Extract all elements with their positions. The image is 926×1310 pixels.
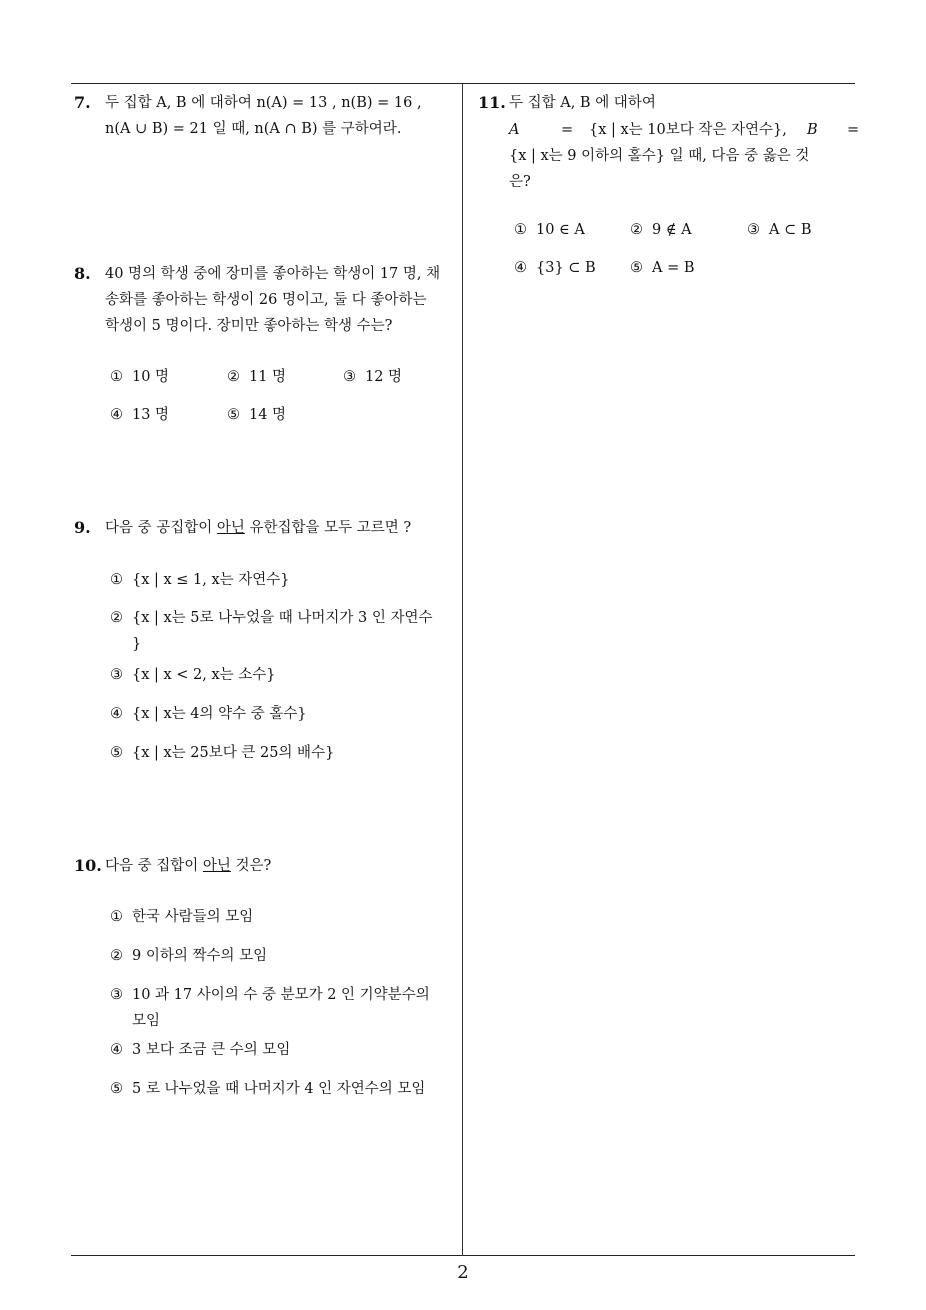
q10-number: 10. bbox=[74, 856, 102, 875]
q7-number: 7. bbox=[74, 93, 91, 112]
q10-choice-1[interactable]: ① 한국 사람들의 모임 bbox=[110, 909, 254, 925]
q10-choice-3-cont: 모임 bbox=[132, 1013, 161, 1029]
q11-text-line3: {x | x는 9 이하의 홀수} 일 때, 다음 중 옳은 것 bbox=[509, 148, 810, 164]
q8-number: 8. bbox=[74, 264, 91, 283]
q8-text-line1: 40 명의 학생 중에 장미를 좋아하는 학생이 17 명, 채 bbox=[105, 266, 441, 282]
q10-choice-4[interactable]: ④ 3 보다 조금 큰 수의 모임 bbox=[110, 1042, 291, 1058]
q10-underlined-word: 아닌 bbox=[202, 858, 231, 874]
column-divider bbox=[462, 84, 463, 1256]
q11-number: 11. bbox=[478, 93, 506, 112]
q11-choice-3[interactable]: ③ A ⊂ B bbox=[747, 222, 812, 238]
q7-text-line1: 두 집합 A, B 에 대하여 n(A) = 13 , n(B) = 16 , bbox=[105, 95, 422, 111]
q7-text-line2: n(A ∪ B) = 21 일 때, n(A ∩ B) 를 구하여라. bbox=[105, 121, 402, 137]
q8-choice-2[interactable]: ② 11 명 bbox=[227, 369, 287, 385]
q9-text: 다음 중 공집합이 아닌 유한집합을 모두 고르면 ? bbox=[105, 520, 412, 536]
q9-choice-5[interactable]: ⑤ {x | x는 25보다 큰 25의 배수} bbox=[110, 745, 335, 761]
q9-underlined-word: 아닌 bbox=[216, 520, 245, 536]
q8-choice-4[interactable]: ④ 13 명 bbox=[110, 407, 170, 423]
q8-choice-1[interactable]: ① 10 명 bbox=[110, 369, 170, 385]
q11-text-line1: 두 집합 A, B 에 대하여 bbox=[509, 95, 656, 111]
q9-choice-2[interactable]: ② {x | x는 5로 나누었을 때 나머지가 3 인 자연수 bbox=[110, 610, 433, 626]
q11-choice-1[interactable]: ① 10 ∈ A bbox=[514, 222, 585, 238]
q9-number: 9. bbox=[74, 518, 91, 537]
top-rule bbox=[71, 83, 855, 84]
q8-text-line2: 송화를 좋아하는 학생이 26 명이고, 둘 다 좋아하는 bbox=[105, 292, 427, 308]
q9-choice-2-cont: } bbox=[132, 636, 142, 652]
q11-choice-5[interactable]: ⑤ A = B bbox=[630, 260, 695, 276]
q11-choice-4[interactable]: ④ {3} ⊂ B bbox=[514, 260, 596, 276]
q9-choice-1[interactable]: ① {x | x ≤ 1, x는 자연수} bbox=[110, 572, 290, 588]
q11-choice-2[interactable]: ② 9 ∉ A bbox=[630, 222, 692, 238]
q8-choice-3[interactable]: ③ 12 명 bbox=[343, 369, 403, 385]
q10-choice-5[interactable]: ⑤ 5 로 나누었을 때 나머지가 4 인 자연수의 모임 bbox=[110, 1081, 426, 1097]
q11-text-line4: 은? bbox=[509, 174, 531, 190]
q8-choice-5[interactable]: ⑤ 14 명 bbox=[227, 407, 287, 423]
q10-choice-3[interactable]: ③ 10 과 17 사이의 수 중 분모가 2 인 기약분수의 bbox=[110, 987, 430, 1003]
bottom-rule bbox=[71, 1255, 855, 1256]
q10-choice-2[interactable]: ② 9 이하의 짝수의 모임 bbox=[110, 948, 268, 964]
q11-text-line2: A = {x | x는 10보다 작은 자연수}, B = bbox=[509, 122, 860, 138]
q9-choice-4[interactable]: ④ {x | x는 4의 약수 중 홀수} bbox=[110, 706, 307, 722]
q8-text-line3: 학생이 5 명이다. 장미만 좋아하는 학생 수는? bbox=[105, 318, 393, 334]
q9-choice-3[interactable]: ③ {x | x < 2, x는 소수} bbox=[110, 667, 276, 683]
q10-text: 다음 중 집합이 아닌 것은? bbox=[105, 858, 272, 874]
page-number: 2 bbox=[457, 1262, 469, 1283]
